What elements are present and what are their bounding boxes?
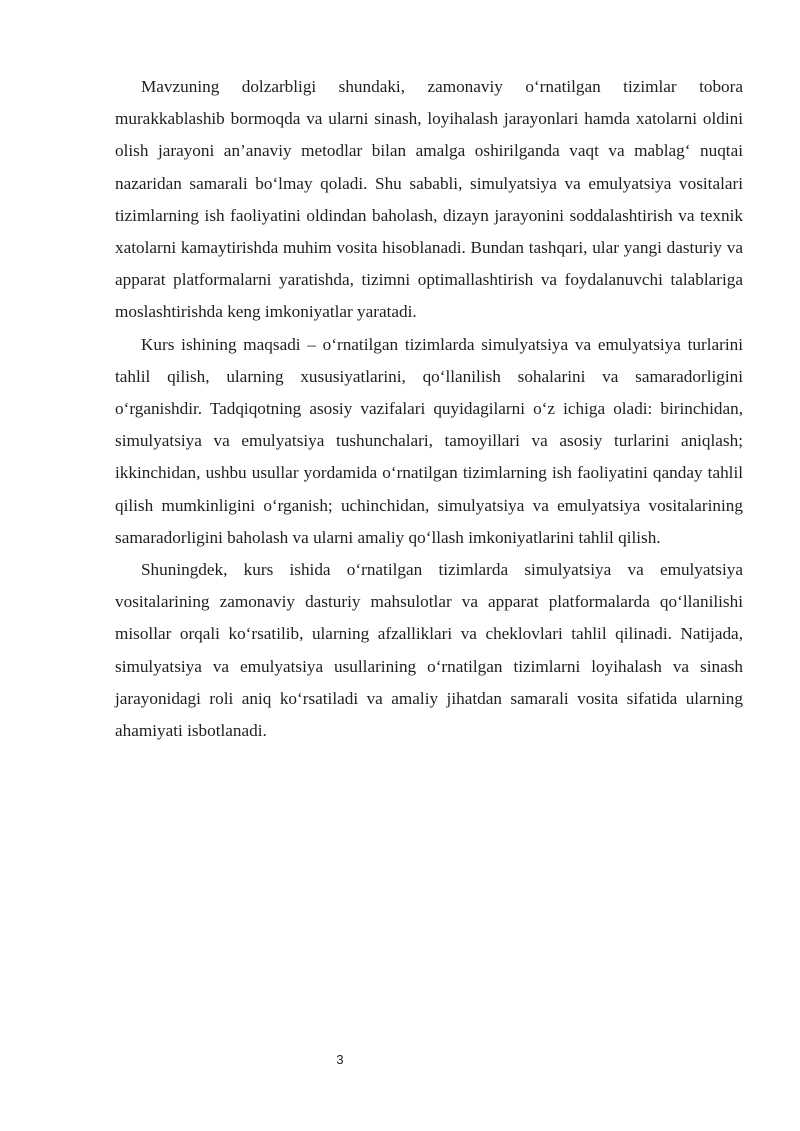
paragraph-relevance: Mavzuning dolzarbligi shundaki, zamonaviy o‘rnatilgan tizimlar tobora murakkablashib bormoqda va ularni sinash, loyihalash jarayonlari hamda xatolarni oldini olish jarayoni an’anaviy metodlar bilan amalga oshirilganda vaqt va mablag‘ nuqtai nazaridan samarali bo‘lmay qoladi. Shu sababli, simulyatsiya va emulyatsiya vositalari tizimlarning ish faoliyatini oldindan baholash, dizayn jarayonini soddalashtirish va texnik xatolarni kamaytirishda muhim vosita hisoblanadi. Bundan tashqari, ular yangi dasturiy va apparat platformalarni yaratishda, tizimni optimallashtirish va foydalanuvchi talablariga moslashtirishda keng imkoniyatlar yaratadi. — [115, 77, 743, 322]
paragraph-summary: Shuningdek, kurs ishida o‘rnatilgan tizimlarda simulyatsiya va emulyatsiya vositalarining zamonaviy dasturiy mahsulotlar va apparat platformalarda qo‘llanilishi misollar orqali ko‘rsatilib, ularning afzalliklari va cheklovlari tahlil qilinadi. Natijada, simulyatsiya va emulyatsiya usullarining o‘rnatilgan tizimlarni loyihalash va sinash jarayonidagi roli aniq ko‘rsatiladi va amaliy jihatdan samarali vosita sifatida ularning ahamiyati isbotlanadi. — [115, 560, 743, 741]
page-body — [115, 71, 743, 747]
paragraph-aim: Kurs ishining maqsadi – o‘rnatilgan tizimlarda simulyatsiya va emulyatsiya turlarini tahlil qilish, ularning xususiyatlarini, qo‘llanilish sohalarini va samaradorligini o‘rganishdir. Tadqiqotning asosiy vazifalari quyidagilarni o‘z ichiga oladi: birinchidan, simulyatsiya va emulyatsiya tushunchalari, tamoyillari va asosiy turlarini aniqlash; ikkinchidan, ushbu usullar yordamida o‘rnatilgan tizimlarning ish faoliyatini qanday tahlil qilish mumkinligini o‘rganish; uchinchidan, simulyatsiya va emulyatsiya vositalarining samaradorligini baholash va ularni amaliy qo‘llash imkoniyatlarini tahlil qilish. — [115, 334, 743, 547]
page-number: 3 — [336, 1052, 344, 1067]
